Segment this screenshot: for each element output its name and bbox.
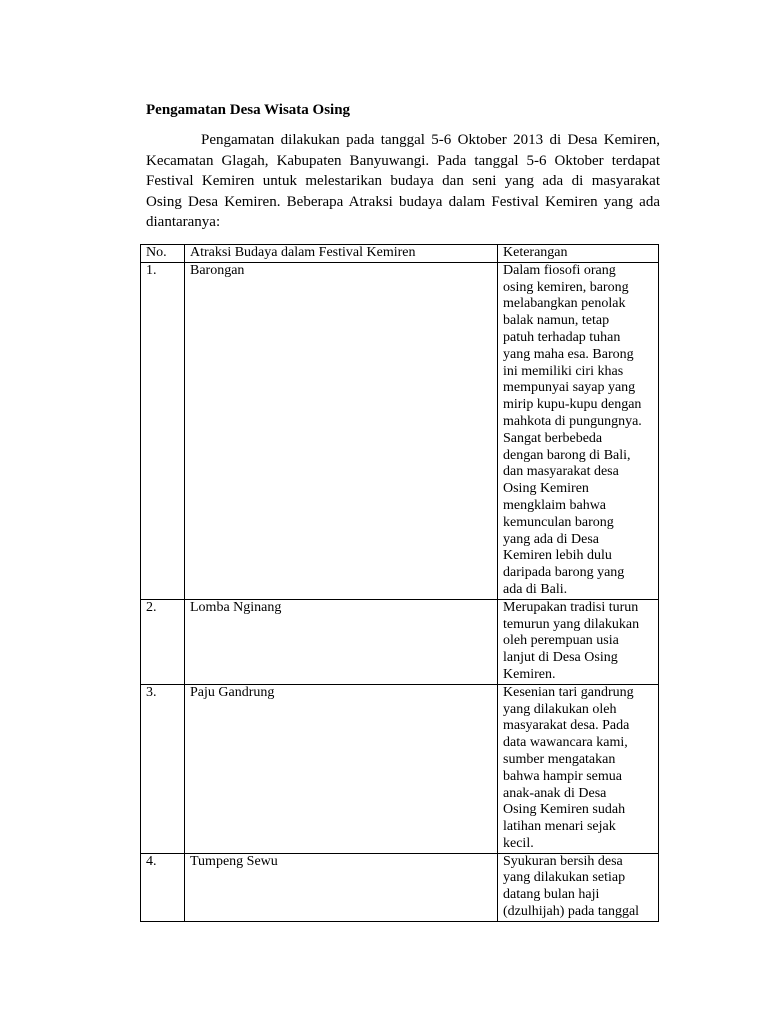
desc-line: ada di Bali. xyxy=(503,581,568,597)
attractions-table xyxy=(140,244,659,922)
header-desc: Keterangan xyxy=(498,245,659,263)
table-row xyxy=(141,853,659,921)
desc-line: Kemiren lebih dulu xyxy=(503,548,612,564)
table-row xyxy=(141,684,659,853)
row-desc xyxy=(498,684,659,853)
row-name: Barongan xyxy=(185,262,498,599)
desc-line: ini memiliki ciri khas xyxy=(503,363,624,379)
intro-line: Osing Desa Kemiren. Beberapa Atraksi budaya dalam Festival Kemiren yang ada xyxy=(146,193,660,210)
header-no: No. xyxy=(141,245,185,263)
desc-line: Kemiren. xyxy=(503,666,556,682)
desc-line: latihan menari sejak xyxy=(503,819,616,835)
intro-line: Festival Kemiren untuk melestarikan budaya dan seni yang ada di masyarakat xyxy=(146,173,660,189)
row-name: Lomba Nginang xyxy=(185,599,498,684)
desc-line: mengklaim bahwa xyxy=(503,497,607,513)
desc-line: Osing Kemiren sudah xyxy=(503,802,626,818)
desc-line: daripada barong yang xyxy=(503,565,625,581)
row-no: 1. xyxy=(141,262,185,599)
desc-line: (dzulhijah) pada tanggal xyxy=(503,904,640,920)
row-name: Tumpeng Sewu xyxy=(185,853,498,921)
desc-line: balak namun, tetap xyxy=(503,313,610,329)
row-no: 4. xyxy=(141,853,185,921)
desc-line: dengan barong di Bali, xyxy=(503,447,631,463)
desc-line: patuh terhadap tuhan xyxy=(503,329,621,345)
desc-line: yang dilakukan oleh xyxy=(503,701,617,717)
document-title: Pengamatan Desa Wisata Osing xyxy=(146,102,351,118)
desc-line: bahwa hampir semua xyxy=(503,768,622,784)
desc-line: masyarakat desa. Pada xyxy=(503,718,630,734)
desc-line: anak-anak di Desa xyxy=(503,785,607,801)
intro-paragraph xyxy=(146,130,660,233)
desc-line: sumber mengatakan xyxy=(503,751,616,767)
table-row xyxy=(141,599,659,684)
desc-line: Merupakan tradisi turun xyxy=(503,599,639,615)
row-desc xyxy=(498,853,659,921)
desc-line: melabangkan penolak xyxy=(503,296,626,312)
desc-line: datang bulan haji xyxy=(503,887,600,903)
desc-line: Sangat berbebeda xyxy=(503,430,603,446)
intro-line: Kecamatan Glagah, Kabupaten Banyuwangi. Pada tanggal 5-6 Oktober terdapat xyxy=(146,152,660,169)
row-desc xyxy=(498,262,659,599)
row-no: 3. xyxy=(141,684,185,853)
desc-line: Dalam fiosofi orang xyxy=(503,262,616,278)
desc-line: oleh perempuan usia xyxy=(503,633,619,649)
desc-line: osing kemiren, barong xyxy=(503,279,629,295)
desc-line: temurun yang dilakukan xyxy=(503,616,640,632)
desc-line: kecil. xyxy=(503,835,534,851)
desc-line: kemunculan barong xyxy=(503,514,614,530)
header-name: Atraksi Budaya dalam Festival Kemiren xyxy=(185,245,498,263)
intro-line: Pengamatan dilakukan pada tanggal 5-6 Oktober 2013 di Desa Kemiren, xyxy=(201,132,660,148)
table-row xyxy=(141,262,659,599)
desc-line: yang maha esa. Barong xyxy=(503,346,634,362)
row-desc xyxy=(498,599,659,684)
row-name: Paju Gandrung xyxy=(185,684,498,853)
desc-line: yang ada di Desa xyxy=(503,531,600,547)
desc-line: data wawancara kami, xyxy=(503,735,628,751)
intro-line: diantaranya: xyxy=(146,214,221,230)
table-header-row xyxy=(141,245,659,263)
desc-line: mirip kupu-kupu dengan xyxy=(503,397,642,413)
desc-line: mempunyai sayap yang xyxy=(503,380,636,396)
desc-line: yang dilakukan setiap xyxy=(503,870,626,886)
desc-line: Syukuran bersih desa xyxy=(503,853,623,869)
row-no: 2. xyxy=(141,599,185,684)
desc-line: mahkota di pungungnya. xyxy=(503,413,642,429)
desc-line: dan masyarakat desa xyxy=(503,464,619,480)
desc-line: lanjut di Desa Osing xyxy=(503,650,618,666)
desc-line: Osing Kemiren xyxy=(503,481,589,497)
desc-line: Kesenian tari gandrung xyxy=(503,684,634,700)
